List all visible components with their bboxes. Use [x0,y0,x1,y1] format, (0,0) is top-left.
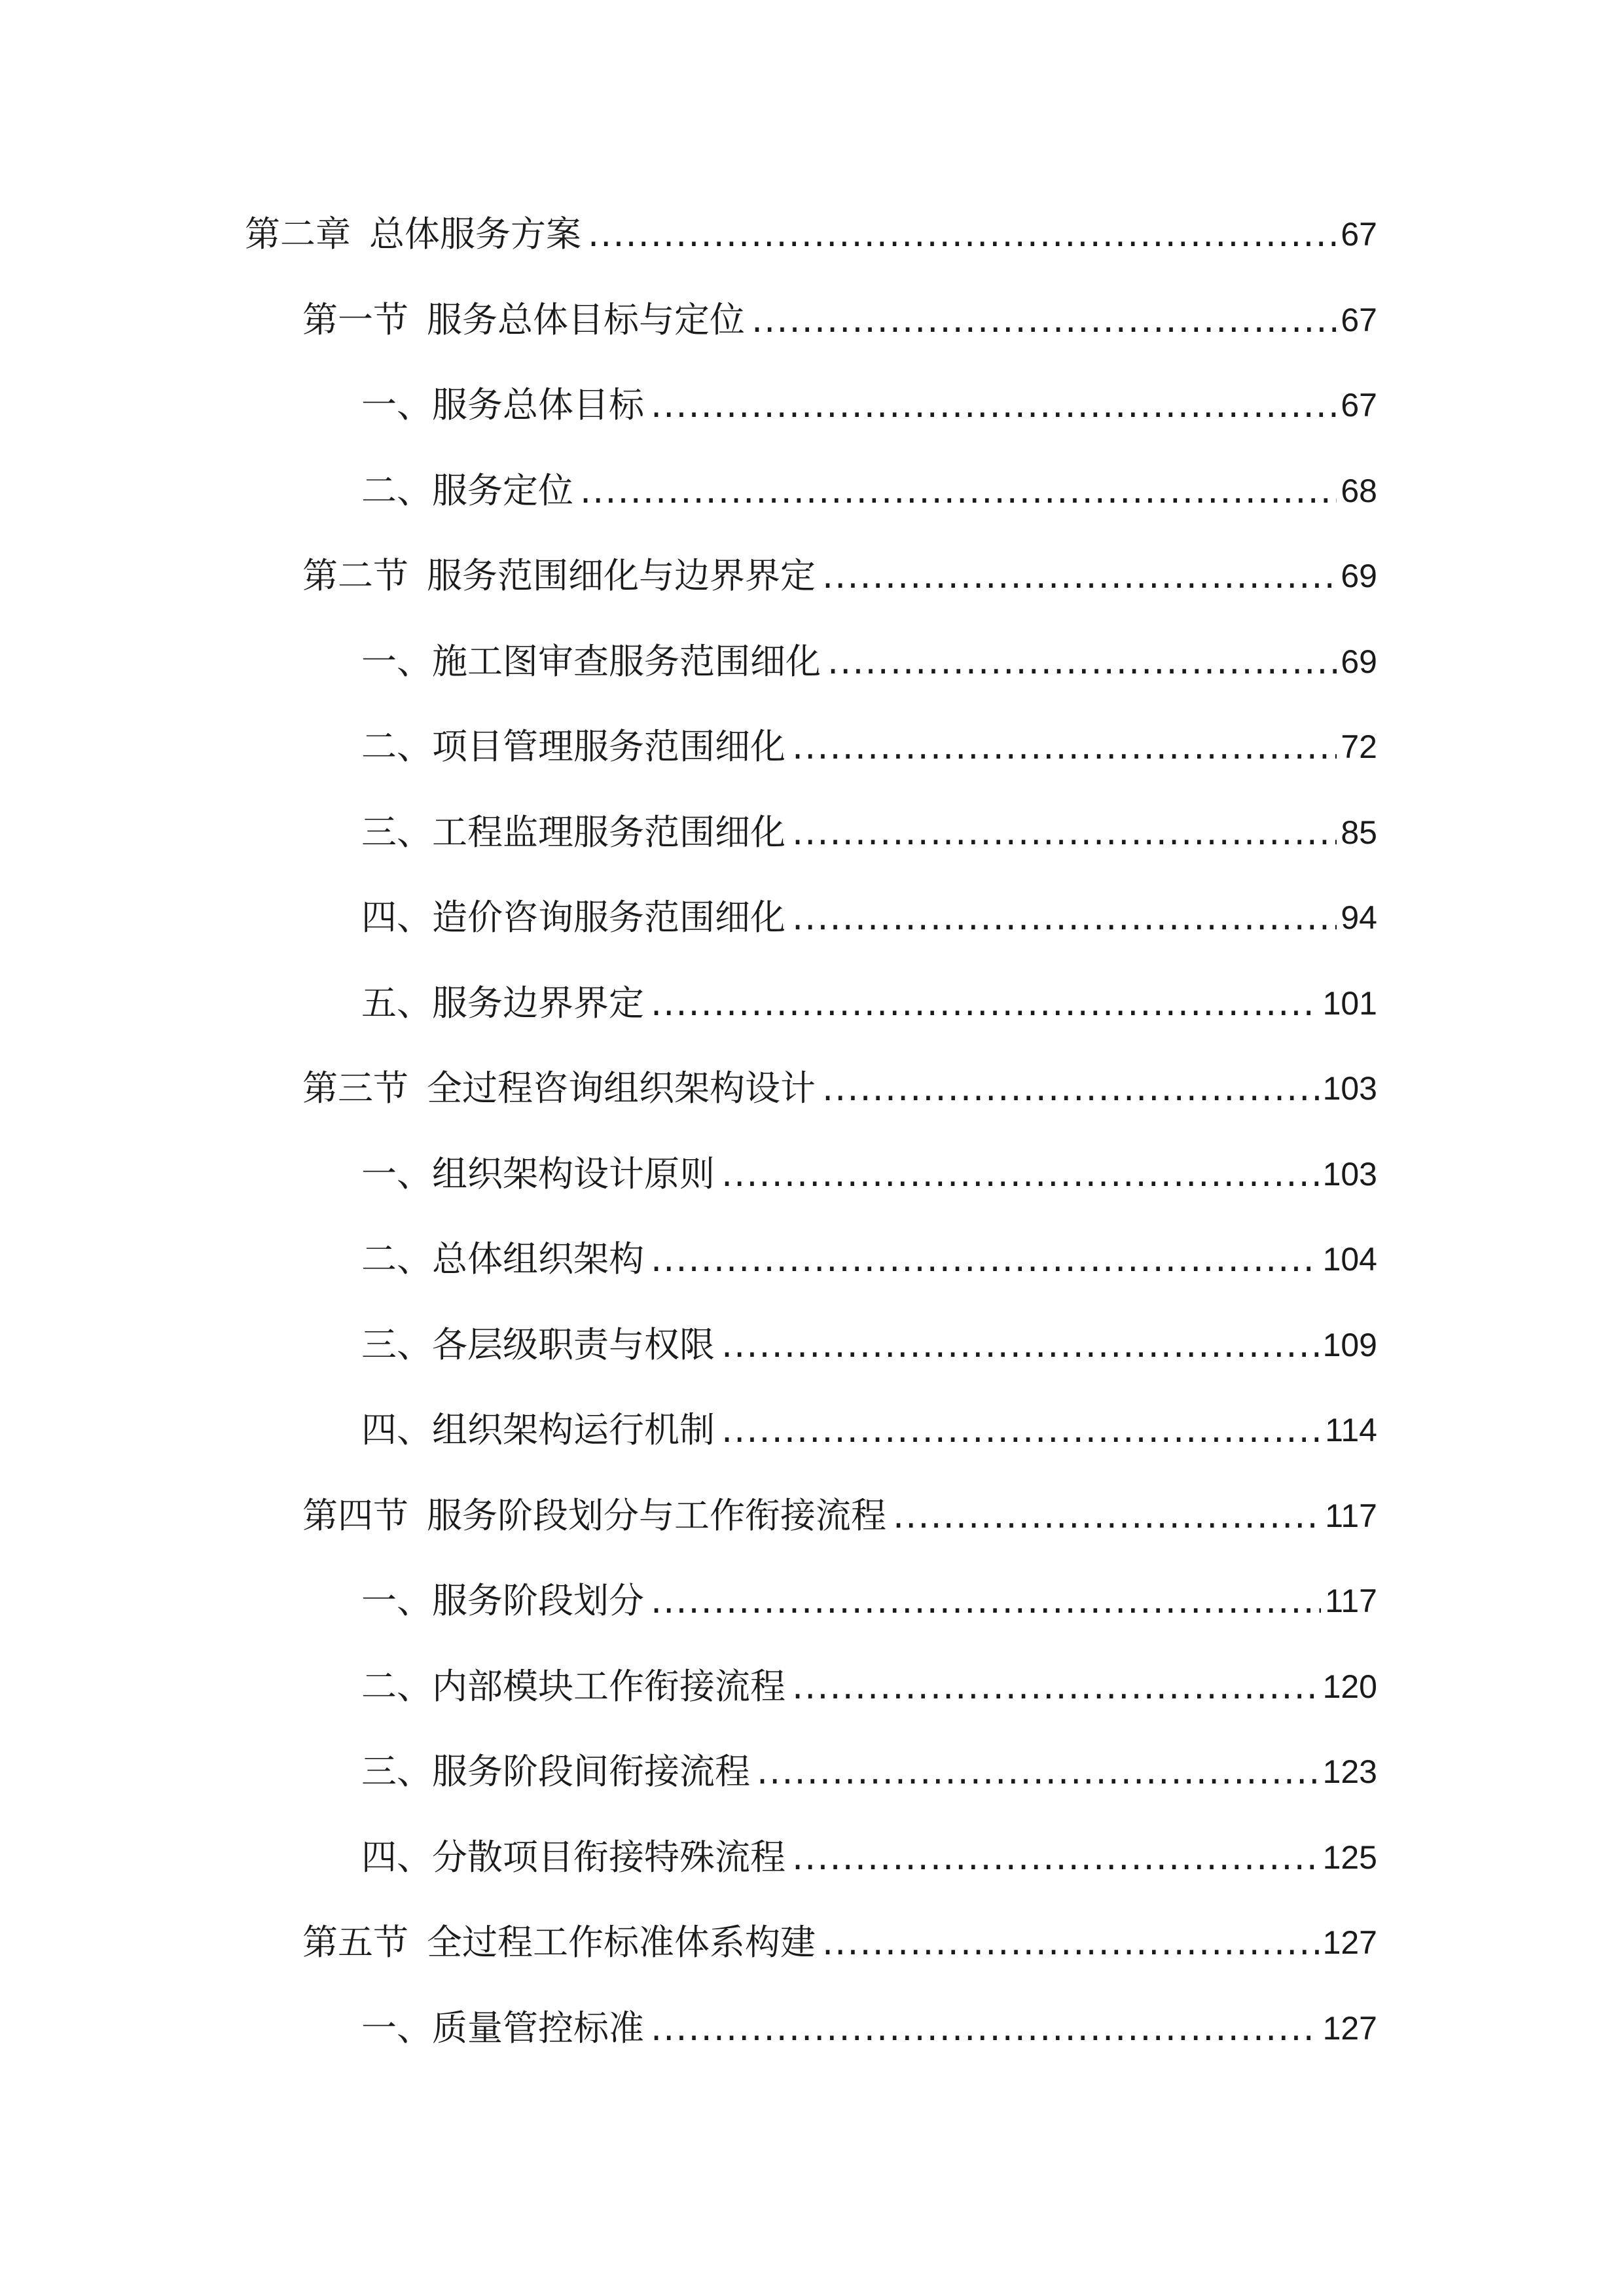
toc-dot-leader [651,1575,1321,1627]
toc-entry-number: 第四节 [302,1495,408,1536]
toc-dot-leader [721,1148,1319,1200]
toc-entry-title: 施工图审查服务范围细化 [432,641,821,682]
toc-dot-leader [792,1831,1319,1884]
toc-entry-number: 一、 [361,1153,432,1194]
toc-entry-number: 一、 [361,1580,432,1621]
toc-entry-page-number: 123 [1322,1753,1377,1790]
toc-entry-page-number: 94 [1341,899,1377,936]
toc-dot-leader [822,1916,1319,1969]
toc-dot-leader [651,379,1337,431]
toc-entry[interactable] [361,1404,1377,1456]
toc-entry-title: 总体组织架构 [432,1238,644,1280]
toc-entry-page-number: 85 [1341,814,1377,851]
toc-entry-page-number: 69 [1341,643,1377,680]
toc-entry-page-number: 101 [1322,985,1377,1022]
toc-entry-number: 二、 [361,1666,432,1707]
toc-entry-number: 第一节 [302,299,408,340]
toc-dot-leader [757,1746,1319,1798]
toc-entry-title: 总体服务方案 [369,213,581,255]
toc-entry-page-number: 117 [1325,1583,1377,1619]
toc-entry-title: 项目管理服务范围细化 [432,726,785,767]
toc-entry-title: 服务阶段划分与工作衔接流程 [427,1495,886,1536]
toc-dot-leader [721,1404,1321,1456]
toc-dot-leader [822,1062,1319,1115]
toc-entry[interactable] [302,1490,1377,1542]
toc-entry-number: 第二节 [302,555,408,596]
toc-dot-leader [822,550,1337,602]
toc-entry-title: 工程监理服务范围细化 [432,812,785,853]
toc-entry-title: 服务总体目标与定位 [427,299,745,340]
toc-entry-number: 三、 [361,1324,432,1365]
toc-entry-number: 四、 [361,1837,432,1878]
toc-entry-page-number: 120 [1322,1668,1377,1705]
toc-entry-page-number: 72 [1341,728,1377,765]
toc-dot-leader [827,636,1337,688]
toc-dot-leader [751,294,1337,346]
toc-entry-page-number: 68 [1341,473,1377,509]
toc-entry-number: 二、 [361,726,432,767]
toc-entry-title: 服务边界界定 [432,982,644,1024]
toc-entry-number: 二、 [361,1238,432,1280]
toc-entry[interactable] [302,294,1377,346]
toc-entry-page-number: 67 [1341,302,1377,338]
toc-dot-leader [651,2002,1319,2054]
toc-entry-title: 造价咨询服务范围细化 [432,897,785,938]
toc-entry[interactable] [302,1916,1377,1969]
toc-entry-page-number: 109 [1322,1327,1377,1363]
toc-entry-page-number: 104 [1322,1241,1377,1278]
toc-entry-page-number: 127 [1322,1924,1377,1961]
toc-entry-page-number: 103 [1322,1156,1377,1193]
toc-dot-leader [651,1233,1319,1285]
toc-entry[interactable] [361,465,1377,517]
toc-entry[interactable] [361,721,1377,773]
toc-entry-title: 全过程工作标准体系构建 [427,1922,816,1963]
toc-entry[interactable] [361,1746,1377,1798]
toc-entry-page-number: 125 [1322,1839,1377,1876]
toc-entry-page-number: 127 [1322,2010,1377,2047]
toc-entry-page-number: 103 [1322,1070,1377,1107]
toc-entry-number: 四、 [361,1409,432,1450]
toc-dot-leader [580,465,1337,517]
toc-entry-title: 分散项目衔接特殊流程 [432,1837,785,1878]
toc-entry[interactable] [302,550,1377,602]
toc-entry-number: 一、 [361,641,432,682]
toc-entry[interactable] [361,1575,1377,1627]
toc-dot-leader [588,208,1337,260]
toc-entry[interactable] [361,1831,1377,1884]
toc-entry-title: 组织架构设计原则 [432,1153,715,1194]
toc-entry-number: 五、 [361,982,432,1024]
toc-dot-leader [721,1319,1319,1371]
toc-entry-number: 第二章 [245,213,351,255]
toc-entry-title: 各层级职责与权限 [432,1324,715,1365]
toc-entry-page-number: 114 [1325,1412,1377,1448]
toc-entry-number: 第五节 [302,1922,408,1963]
toc-entry[interactable] [361,1319,1377,1371]
toc-entry[interactable] [361,1148,1377,1200]
toc-entry-number: 一、 [361,384,432,425]
toc-entry-title: 内部模块工作衔接流程 [432,1666,785,1707]
toc-dot-leader [792,1660,1319,1713]
toc-entry[interactable] [361,379,1377,431]
toc-entry-number: 二、 [361,470,432,511]
toc-entry-number: 一、 [361,2007,432,2049]
toc-entry-title: 服务阶段划分 [432,1580,644,1621]
toc-entry[interactable] [361,977,1377,1030]
toc-entry-title: 服务范围细化与边界界定 [427,555,816,596]
toc-entry-number: 三、 [361,812,432,853]
toc-dot-leader [792,806,1337,859]
toc-entry[interactable] [245,208,1377,260]
toc-entry-title: 服务定位 [432,470,573,511]
toc-entry-title: 服务阶段间衔接流程 [432,1751,750,1792]
toc-entry-title: 全过程咨询组织架构设计 [427,1067,816,1109]
toc-entry[interactable] [361,636,1377,688]
toc-entry-number: 第三节 [302,1067,408,1109]
toc-entry-page-number: 69 [1341,558,1377,594]
toc-entry-page-number: 67 [1341,387,1377,423]
toc-entry-number: 三、 [361,1751,432,1792]
toc-entry-number: 四、 [361,897,432,938]
toc-entry-title: 组织架构运行机制 [432,1409,715,1450]
toc-entry-page-number: 67 [1341,216,1377,253]
toc-entry-page-number: 117 [1325,1498,1377,1534]
toc-entry[interactable] [361,2002,1377,2054]
toc-dot-leader [792,891,1337,944]
toc-dot-leader [792,721,1337,773]
toc-entry-title: 质量管控标准 [432,2007,644,2049]
toc-entry-title: 服务总体目标 [432,384,644,425]
toc-entry[interactable] [361,1660,1377,1713]
toc-entry[interactable] [302,1062,1377,1115]
toc-dot-leader [893,1490,1321,1542]
toc-entry[interactable] [361,891,1377,944]
toc-entry[interactable] [361,1233,1377,1285]
toc-entry[interactable] [361,806,1377,859]
toc-dot-leader [651,977,1319,1030]
